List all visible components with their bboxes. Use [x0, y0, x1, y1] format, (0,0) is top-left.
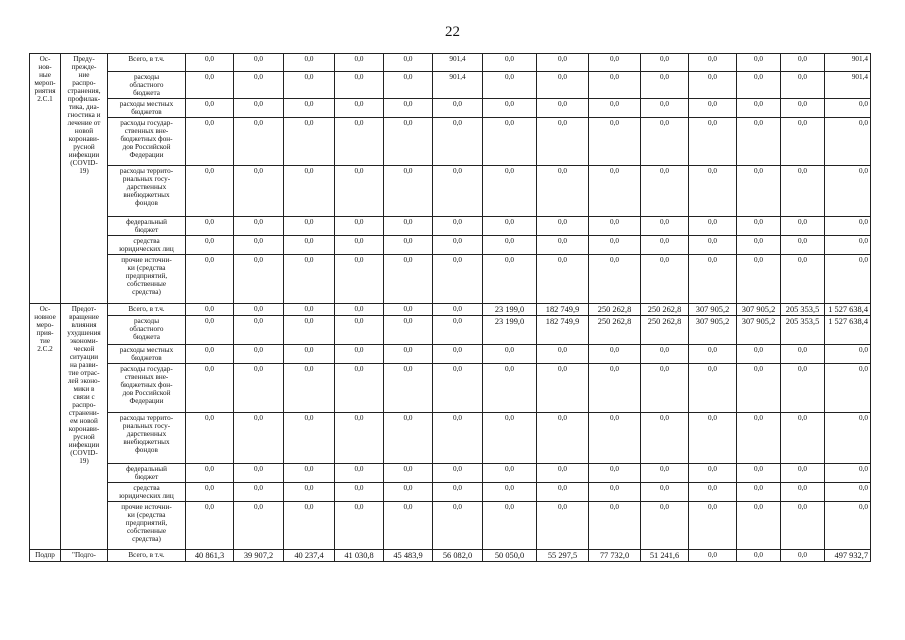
funding-source-label: расходы областного бюджета: [108, 316, 186, 345]
amount-cell: 0,0: [641, 255, 689, 304]
amount-cell: 0,0: [234, 166, 284, 217]
amount-cell: 0,0: [186, 345, 234, 364]
amount-cell: 0,0: [537, 483, 589, 502]
amount-cell: 0,0: [781, 345, 825, 364]
amount-cell: 0,0: [335, 413, 384, 464]
amount-cell: 205 353,5: [781, 304, 825, 316]
amount-cell: 0,0: [737, 72, 781, 99]
amount-cell: 0,0: [483, 364, 537, 413]
amount-cell: 0,0: [737, 345, 781, 364]
amount-cell: 0,0: [234, 304, 284, 316]
funding-source-label: расходы областного бюджета: [108, 72, 186, 99]
amount-cell: 0,0: [537, 236, 589, 255]
funding-source-label: Всего, в т.ч.: [108, 550, 186, 562]
amount-cell: 0,0: [689, 99, 737, 118]
amount-cell: 0,0: [483, 118, 537, 166]
amount-cell: 0,0: [335, 54, 384, 72]
table-row: [30, 54, 871, 72]
table-row: [30, 345, 871, 364]
amount-cell: 0,0: [825, 464, 871, 483]
amount-cell: 250 262,8: [641, 316, 689, 345]
amount-cell: 0,0: [825, 118, 871, 166]
amount-cell: 0,0: [483, 236, 537, 255]
amount-cell: 0,0: [433, 345, 483, 364]
amount-cell: 0,0: [483, 255, 537, 304]
amount-cell: 0,0: [234, 217, 284, 236]
amount-cell: 0,0: [737, 166, 781, 217]
amount-cell: 0,0: [234, 464, 284, 483]
amount-cell: 0,0: [589, 217, 641, 236]
amount-cell: 0,0: [781, 72, 825, 99]
funding-source-label: прочие источни- ки (средства предприятий, собственные средства): [108, 502, 186, 550]
amount-cell: 0,0: [335, 72, 384, 99]
amount-cell: 0,0: [433, 413, 483, 464]
amount-cell: 0,0: [234, 316, 284, 345]
amount-cell: 51 241,6: [641, 550, 689, 562]
amount-cell: 0,0: [737, 118, 781, 166]
amount-cell: 0,0: [537, 118, 589, 166]
amount-cell: 0,0: [384, 364, 433, 413]
table-row: [30, 550, 871, 562]
funding-source-label: федеральный бюджет: [108, 464, 186, 483]
amount-cell: 0,0: [781, 166, 825, 217]
table-row: [30, 99, 871, 118]
table-row: [30, 255, 871, 304]
amount-cell: 0,0: [483, 483, 537, 502]
amount-cell: 0,0: [483, 464, 537, 483]
amount-cell: 0,0: [433, 217, 483, 236]
amount-cell: 182 749,9: [537, 316, 589, 345]
amount-cell: 0,0: [537, 217, 589, 236]
activity-code: Подпр: [30, 550, 61, 562]
amount-cell: 0,0: [335, 364, 384, 413]
amount-cell: 497 932,7: [825, 550, 871, 562]
table-row: [30, 364, 871, 413]
amount-cell: 0,0: [537, 54, 589, 72]
amount-cell: 0,0: [234, 364, 284, 413]
amount-cell: 0,0: [433, 483, 483, 502]
budget-table: [29, 53, 871, 562]
amount-cell: 0,0: [234, 502, 284, 550]
amount-cell: 0,0: [737, 99, 781, 118]
amount-cell: 0,0: [433, 304, 483, 316]
amount-cell: 0,0: [335, 316, 384, 345]
amount-cell: 0,0: [641, 483, 689, 502]
amount-cell: 0,0: [234, 483, 284, 502]
table-row: [30, 217, 871, 236]
amount-cell: 0,0: [589, 54, 641, 72]
amount-cell: 0,0: [234, 236, 284, 255]
amount-cell: 0,0: [689, 118, 737, 166]
amount-cell: 0,0: [537, 345, 589, 364]
funding-source-label: расходы государ- ственных вне- бюджетных фон- дов Российской Федерации: [108, 364, 186, 413]
amount-cell: 0,0: [483, 413, 537, 464]
amount-cell: 0,0: [537, 364, 589, 413]
amount-cell: 0,0: [781, 502, 825, 550]
amount-cell: 0,0: [335, 483, 384, 502]
amount-cell: 0,0: [689, 345, 737, 364]
amount-cell: 0,0: [781, 118, 825, 166]
amount-cell: 0,0: [186, 72, 234, 99]
amount-cell: 0,0: [641, 345, 689, 364]
amount-cell: 0,0: [335, 464, 384, 483]
amount-cell: 0,0: [589, 236, 641, 255]
amount-cell: 0,0: [384, 54, 433, 72]
amount-cell: 0,0: [284, 118, 335, 166]
amount-cell: 0,0: [384, 99, 433, 118]
amount-cell: 0,0: [186, 236, 234, 255]
amount-cell: 0,0: [537, 464, 589, 483]
amount-cell: 0,0: [589, 413, 641, 464]
amount-cell: 0,0: [284, 99, 335, 118]
amount-cell: 0,0: [641, 166, 689, 217]
amount-cell: 0,0: [781, 364, 825, 413]
amount-cell: 0,0: [384, 345, 433, 364]
amount-cell: 0,0: [284, 304, 335, 316]
amount-cell: 0,0: [737, 464, 781, 483]
amount-cell: 0,0: [234, 99, 284, 118]
amount-cell: 0,0: [689, 255, 737, 304]
amount-cell: 0,0: [781, 413, 825, 464]
amount-cell: 0,0: [737, 550, 781, 562]
amount-cell: 0,0: [737, 54, 781, 72]
amount-cell: 0,0: [186, 255, 234, 304]
funding-source-label: расходы государ- ственных вне- бюджетных фон- дов Российской Федерации: [108, 118, 186, 166]
amount-cell: 0,0: [737, 255, 781, 304]
amount-cell: 0,0: [737, 217, 781, 236]
amount-cell: 0,0: [186, 316, 234, 345]
amount-cell: 250 262,8: [589, 316, 641, 345]
table-row: [30, 464, 871, 483]
amount-cell: 0,0: [781, 464, 825, 483]
amount-cell: 0,0: [589, 364, 641, 413]
amount-cell: 0,0: [483, 166, 537, 217]
amount-cell: 0,0: [234, 72, 284, 99]
funding-source-label: прочие источни- ки (средства предприятий, собственные средства): [108, 255, 186, 304]
amount-cell: 0,0: [689, 166, 737, 217]
amount-cell: 0,0: [781, 217, 825, 236]
amount-cell: 0,0: [483, 345, 537, 364]
amount-cell: 0,0: [186, 413, 234, 464]
funding-source-label: Всего, в т.ч.: [108, 54, 186, 72]
amount-cell: 0,0: [781, 54, 825, 72]
funding-source-label: Всего, в т.ч.: [108, 304, 186, 316]
amount-cell: 0,0: [384, 255, 433, 304]
amount-cell: 39 907,2: [234, 550, 284, 562]
amount-cell: 0,0: [641, 413, 689, 464]
amount-cell: 0,0: [589, 72, 641, 99]
amount-cell: 0,0: [186, 217, 234, 236]
page-number: 22: [445, 24, 460, 40]
amount-cell: 0,0: [825, 255, 871, 304]
amount-cell: 0,0: [689, 236, 737, 255]
activity-code: Ос- новное меро- прия- тие 2.С.2: [30, 304, 61, 550]
amount-cell: 0,0: [825, 345, 871, 364]
amount-cell: 1 527 638,4: [825, 316, 871, 345]
amount-cell: 0,0: [433, 364, 483, 413]
amount-cell: 0,0: [483, 217, 537, 236]
amount-cell: 0,0: [384, 316, 433, 345]
amount-cell: 0,0: [589, 99, 641, 118]
amount-cell: 0,0: [641, 502, 689, 550]
amount-cell: 0,0: [384, 236, 433, 255]
amount-cell: 0,0: [384, 72, 433, 99]
amount-cell: 0,0: [825, 502, 871, 550]
amount-cell: 0,0: [641, 217, 689, 236]
table-row: [30, 483, 871, 502]
amount-cell: 0,0: [284, 345, 335, 364]
amount-cell: 0,0: [483, 502, 537, 550]
amount-cell: 0,0: [641, 72, 689, 99]
funding-source-label: расходы местных бюджетов: [108, 99, 186, 118]
amount-cell: 0,0: [433, 502, 483, 550]
amount-cell: 307 905,2: [737, 304, 781, 316]
amount-cell: 0,0: [689, 550, 737, 562]
funding-source-label: средства юридических лиц: [108, 236, 186, 255]
table-row: [30, 72, 871, 99]
amount-cell: 0,0: [689, 364, 737, 413]
amount-cell: 307 905,2: [737, 316, 781, 345]
amount-cell: 0,0: [433, 316, 483, 345]
amount-cell: 0,0: [284, 483, 335, 502]
table-row: [30, 413, 871, 464]
table-row: [30, 118, 871, 166]
amount-cell: 0,0: [284, 413, 335, 464]
amount-cell: 0,0: [589, 118, 641, 166]
amount-cell: 0,0: [433, 99, 483, 118]
amount-cell: 0,0: [186, 118, 234, 166]
amount-cell: 901,4: [433, 72, 483, 99]
amount-cell: 0,0: [689, 502, 737, 550]
amount-cell: 0,0: [483, 54, 537, 72]
amount-cell: 0,0: [186, 54, 234, 72]
amount-cell: 0,0: [689, 217, 737, 236]
amount-cell: 0,0: [825, 413, 871, 464]
amount-cell: 0,0: [641, 236, 689, 255]
amount-cell: 0,0: [537, 99, 589, 118]
amount-cell: 0,0: [335, 217, 384, 236]
amount-cell: 0,0: [589, 345, 641, 364]
amount-cell: 0,0: [825, 236, 871, 255]
amount-cell: 0,0: [537, 166, 589, 217]
amount-cell: 0,0: [781, 255, 825, 304]
table-row: [30, 166, 871, 217]
amount-cell: 0,0: [589, 255, 641, 304]
amount-cell: 55 297,5: [537, 550, 589, 562]
amount-cell: 56 082,0: [433, 550, 483, 562]
amount-cell: 0,0: [641, 118, 689, 166]
amount-cell: 0,0: [335, 236, 384, 255]
amount-cell: 0,0: [737, 364, 781, 413]
amount-cell: 0,0: [284, 316, 335, 345]
funding-source-label: расходы террито- риальных госу- дарственных внебюджетных фондов: [108, 166, 186, 217]
amount-cell: 0,0: [335, 255, 384, 304]
amount-cell: 0,0: [781, 483, 825, 502]
amount-cell: 77 732,0: [589, 550, 641, 562]
table-row: [30, 304, 871, 316]
amount-cell: 0,0: [483, 99, 537, 118]
amount-cell: 0,0: [384, 166, 433, 217]
amount-cell: 901,4: [825, 72, 871, 99]
amount-cell: 0,0: [433, 166, 483, 217]
amount-cell: 0,0: [234, 54, 284, 72]
amount-cell: 0,0: [537, 413, 589, 464]
table-row: [30, 502, 871, 550]
amount-cell: 0,0: [737, 236, 781, 255]
amount-cell: 0,0: [186, 166, 234, 217]
amount-cell: 0,0: [737, 483, 781, 502]
amount-cell: 40 237,4: [284, 550, 335, 562]
amount-cell: 0,0: [689, 72, 737, 99]
funding-source-label: расходы местных бюджетов: [108, 345, 186, 364]
activity-code: Ос- нов- ные мероп- риятия 2.С.1: [30, 54, 61, 304]
amount-cell: 0,0: [781, 236, 825, 255]
amount-cell: 0,0: [689, 483, 737, 502]
amount-cell: 0,0: [284, 502, 335, 550]
amount-cell: 0,0: [433, 236, 483, 255]
amount-cell: 0,0: [825, 483, 871, 502]
amount-cell: 205 353,5: [781, 316, 825, 345]
amount-cell: 0,0: [384, 483, 433, 502]
amount-cell: 0,0: [335, 118, 384, 166]
amount-cell: 0,0: [284, 364, 335, 413]
amount-cell: 0,0: [234, 345, 284, 364]
amount-cell: 0,0: [335, 166, 384, 217]
amount-cell: 0,0: [234, 255, 284, 304]
activity-name: Преду- прежде- ние распро- странения, профилак- тика, диа- гностика и лечение от новой коронави- русной инфекции (COVID- 19): [61, 54, 108, 304]
amount-cell: 0,0: [689, 464, 737, 483]
amount-cell: 250 262,8: [641, 304, 689, 316]
amount-cell: 0,0: [537, 502, 589, 550]
amount-cell: 0,0: [825, 364, 871, 413]
amount-cell: 0,0: [737, 413, 781, 464]
amount-cell: 250 262,8: [589, 304, 641, 316]
amount-cell: 0,0: [589, 483, 641, 502]
amount-cell: 0,0: [537, 72, 589, 99]
amount-cell: 0,0: [689, 54, 737, 72]
amount-cell: 0,0: [186, 99, 234, 118]
amount-cell: 0,0: [641, 54, 689, 72]
amount-cell: 0,0: [384, 502, 433, 550]
amount-cell: 182 749,9: [537, 304, 589, 316]
amount-cell: 0,0: [284, 236, 335, 255]
amount-cell: 0,0: [641, 364, 689, 413]
amount-cell: 1 527 638,4: [825, 304, 871, 316]
amount-cell: 0,0: [284, 464, 335, 483]
amount-cell: 0,0: [825, 99, 871, 118]
amount-cell: 23 199,0: [483, 316, 537, 345]
amount-cell: 23 199,0: [483, 304, 537, 316]
amount-cell: 0,0: [589, 166, 641, 217]
amount-cell: 0,0: [433, 255, 483, 304]
amount-cell: 0,0: [186, 364, 234, 413]
amount-cell: 0,0: [335, 304, 384, 316]
amount-cell: 0,0: [284, 166, 335, 217]
amount-cell: 0,0: [384, 413, 433, 464]
amount-cell: 0,0: [537, 255, 589, 304]
amount-cell: 0,0: [335, 99, 384, 118]
amount-cell: 0,0: [433, 118, 483, 166]
amount-cell: 41 030,8: [335, 550, 384, 562]
amount-cell: 0,0: [589, 464, 641, 483]
amount-cell: 0,0: [781, 99, 825, 118]
amount-cell: 0,0: [689, 413, 737, 464]
amount-cell: 0,0: [335, 345, 384, 364]
amount-cell: 0,0: [186, 483, 234, 502]
amount-cell: 0,0: [384, 464, 433, 483]
amount-cell: 0,0: [384, 217, 433, 236]
funding-source-label: федеральный бюджет: [108, 217, 186, 236]
amount-cell: 901,4: [433, 54, 483, 72]
amount-cell: 0,0: [186, 304, 234, 316]
amount-cell: 307 905,2: [689, 304, 737, 316]
amount-cell: 0,0: [825, 166, 871, 217]
amount-cell: 0,0: [234, 118, 284, 166]
amount-cell: 901,4: [825, 54, 871, 72]
activity-name: Предот- вращение влияния ухудшения экономи- ческой ситуации на разви- тие отрас- лей эконо- мики в связи с распро- странени- ем новой коронави- русной инфекции (COVID- 19): [61, 304, 108, 550]
amount-cell: 0,0: [186, 464, 234, 483]
amount-cell: 0,0: [284, 72, 335, 99]
amount-cell: 0,0: [384, 304, 433, 316]
amount-cell: 0,0: [737, 502, 781, 550]
amount-cell: 50 050,0: [483, 550, 537, 562]
amount-cell: 0,0: [284, 255, 335, 304]
amount-cell: 0,0: [641, 464, 689, 483]
table-row: [30, 316, 871, 345]
amount-cell: 0,0: [781, 550, 825, 562]
amount-cell: 0,0: [284, 54, 335, 72]
amount-cell: 0,0: [284, 217, 335, 236]
amount-cell: 45 483,9: [384, 550, 433, 562]
amount-cell: 0,0: [335, 502, 384, 550]
amount-cell: 0,0: [641, 99, 689, 118]
amount-cell: 40 861,3: [186, 550, 234, 562]
amount-cell: 0,0: [186, 502, 234, 550]
amount-cell: 307 905,2: [689, 316, 737, 345]
funding-source-label: расходы террито- риальных госу- дарственных внебюджетных фондов: [108, 413, 186, 464]
funding-source-label: средства юридических лиц: [108, 483, 186, 502]
amount-cell: 0,0: [433, 464, 483, 483]
amount-cell: 0,0: [384, 118, 433, 166]
amount-cell: 0,0: [825, 217, 871, 236]
amount-cell: 0,0: [234, 413, 284, 464]
amount-cell: 0,0: [589, 502, 641, 550]
activity-name: "Подго-: [61, 550, 108, 562]
amount-cell: 0,0: [483, 72, 537, 99]
table-row: [30, 236, 871, 255]
